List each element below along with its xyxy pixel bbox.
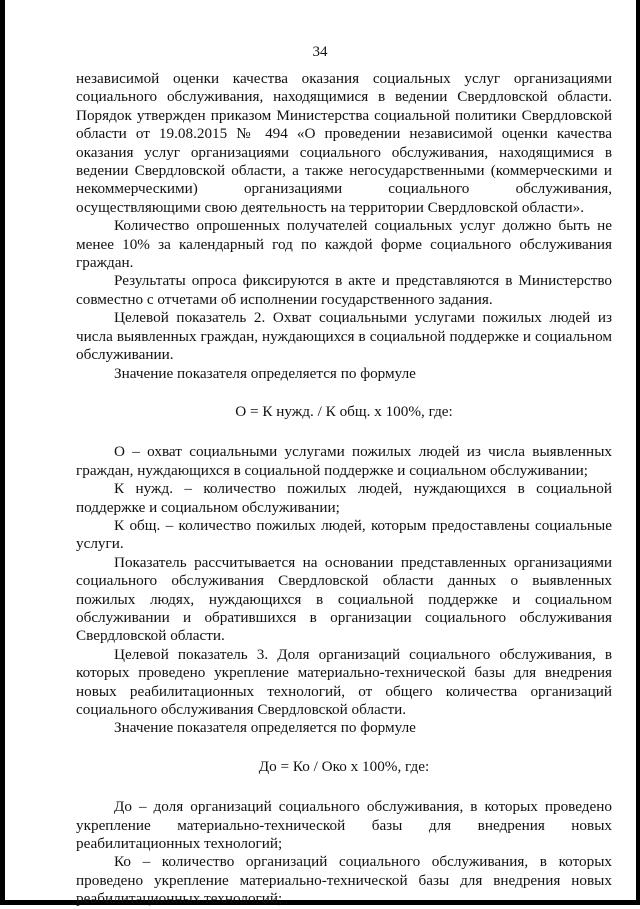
paragraph-formula-intro-1: Значение показателя определяется по формуле <box>114 364 416 382</box>
paragraph-target-indicator-3: Целевой показатель 3. Доля организаций социального обслуживания, в которых проведено укрепление материально-технической базы для внедрения новых реабилитационных технологий, от общего количества организаций социального обслуживания Свердловской области. <box>76 645 612 718</box>
paragraph-target-indicator-2: Целевой показатель 2. Охват социальными услугами пожилых людей из числа выявленных граждан, нуждающихся в социальной поддержке и социальном обслуживании. <box>76 309 612 364</box>
paragraph-continuation: независимой оценки качества оказания социальных услуг организациями социального обслуживания, находящимися в ведении Свердловской области. Порядок утвержден приказом Министерства социальной политики Свердловской области от 19.08.2015 № 494 «О проведении независимой оценки качества оказания услуг организациями социального обслуживания, находящимися в ведении Свердловской области, а также негосударственными (коммерческими и некоммерческими) организациями социального обслуживания, осуществляющими свою деятельность на территории Свердловской области». <box>76 70 612 216</box>
paragraph-definition-k-obshch: К общ. – количество пожилых людей, которым предоставлены социальные услуги. <box>76 516 612 553</box>
formula-share: До = Ко / Око х 100%, где: <box>258 757 430 775</box>
paragraph-survey-count: Количество опрошенных получателей социальных услуг должно быть не менее 10% за календарный год по каждой форме социального обслуживания граждан. <box>76 217 612 272</box>
paragraph-definition-k-nuzhd: К нужд. – количество пожилых людей, нуждающихся в социальной поддержке и социальном обслуживании; <box>76 480 612 516</box>
scan-border-right <box>636 0 640 905</box>
paragraph-indicator-calculation: Показатель рассчитывается на основании представленных организациями социального обслуживания Свердловской области данных о выявленных пожилых людях, нуждающихся в социальной поддержке и социальном обслуживании и обратившихся в организации социального обслуживания Свердловской области. <box>76 553 612 645</box>
paragraph-definition-do: До – доля организаций социального обслуживания, в которых проведено укрепление материально-технической базы для внедрения новых реабилитационных технологий; <box>76 798 612 853</box>
paragraph-definition-ko: Ко – количество организаций социального обслуживания, в которых проведено укрепление материально-технической базы для внедрения новых реабилитационных технологий; <box>76 853 612 908</box>
page-number: 34 <box>312 44 328 60</box>
paragraph-definition-o: О – охват социальными услугами пожилых людей из числа выявленных граждан, нуждающихся в социальной поддержке и социальном обслуживании; <box>76 443 612 479</box>
paragraph-survey-results: Результаты опроса фиксируются в акте и представляются в Министерство совместно с отчетами об исполнении государственного задания. <box>76 272 612 308</box>
paragraph-formula-intro-2: Значение показателя определяется по формуле <box>114 719 416 737</box>
document-body <box>76 70 612 909</box>
formula-coverage: О = К нужд. / К общ. х 100%, где: <box>235 402 453 420</box>
scan-border-left <box>0 0 5 905</box>
